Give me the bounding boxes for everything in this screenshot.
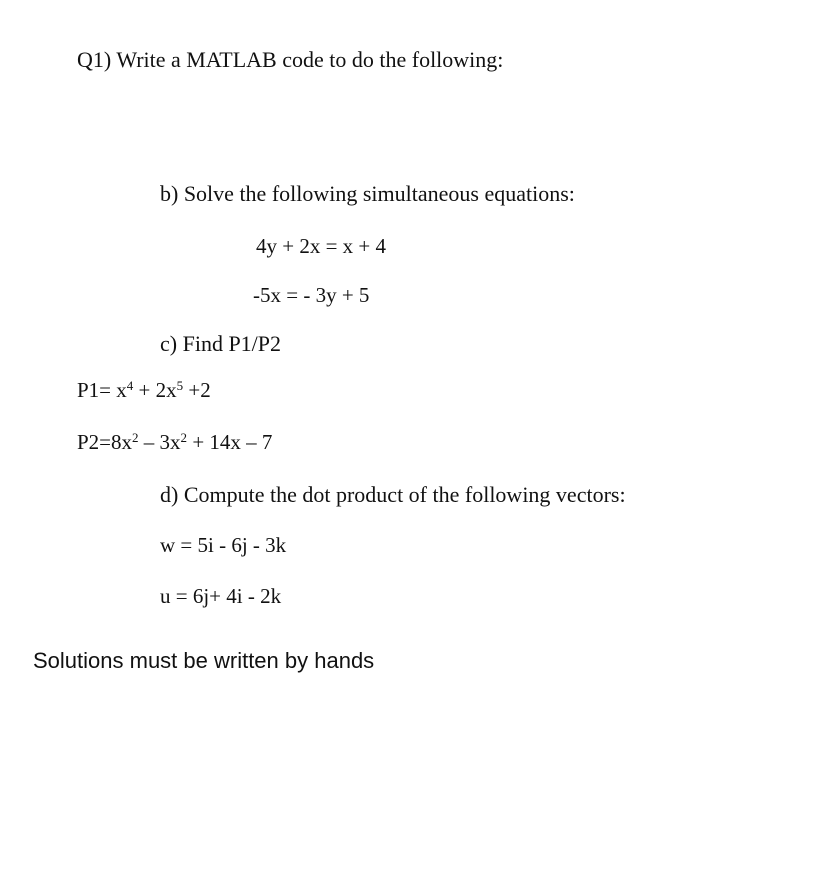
part-b-heading: b) Solve the following simultaneous equations:	[160, 181, 575, 206]
p1-exponent-2: 5	[176, 377, 184, 393]
p2-exponent-1: 2	[132, 429, 139, 445]
p1-prefix: P1= x	[77, 378, 127, 402]
p2-exponent-2: 2	[180, 429, 188, 445]
equation-1: 4y + 2x = x + 4	[256, 234, 387, 258]
p1-middle: + 2x	[133, 378, 177, 402]
vector-u: u = 6j+ 4i - 2k	[160, 584, 282, 608]
part-d-heading: d) Compute the dot product of the following vectors:	[160, 482, 626, 507]
vector-w: w = 5i - 6j - 3k	[160, 533, 287, 557]
p2-suffix: + 14x – 7	[187, 430, 273, 454]
p1-suffix: +2	[183, 378, 211, 402]
footer-note: Solutions must be written by hands	[33, 648, 375, 673]
p1-exponent-1: 4	[126, 377, 134, 393]
question-title: Q1) Write a MATLAB code to do the following:	[77, 47, 504, 72]
p2-prefix: P2=8x	[77, 430, 133, 454]
equation-2: -5x = - 3y + 5	[253, 283, 370, 307]
part-c-heading: c) Find P1/P2	[160, 331, 282, 356]
polynomial-p1	[77, 377, 211, 402]
polynomial-p2	[77, 429, 273, 454]
p2-middle: – 3x	[138, 430, 181, 454]
